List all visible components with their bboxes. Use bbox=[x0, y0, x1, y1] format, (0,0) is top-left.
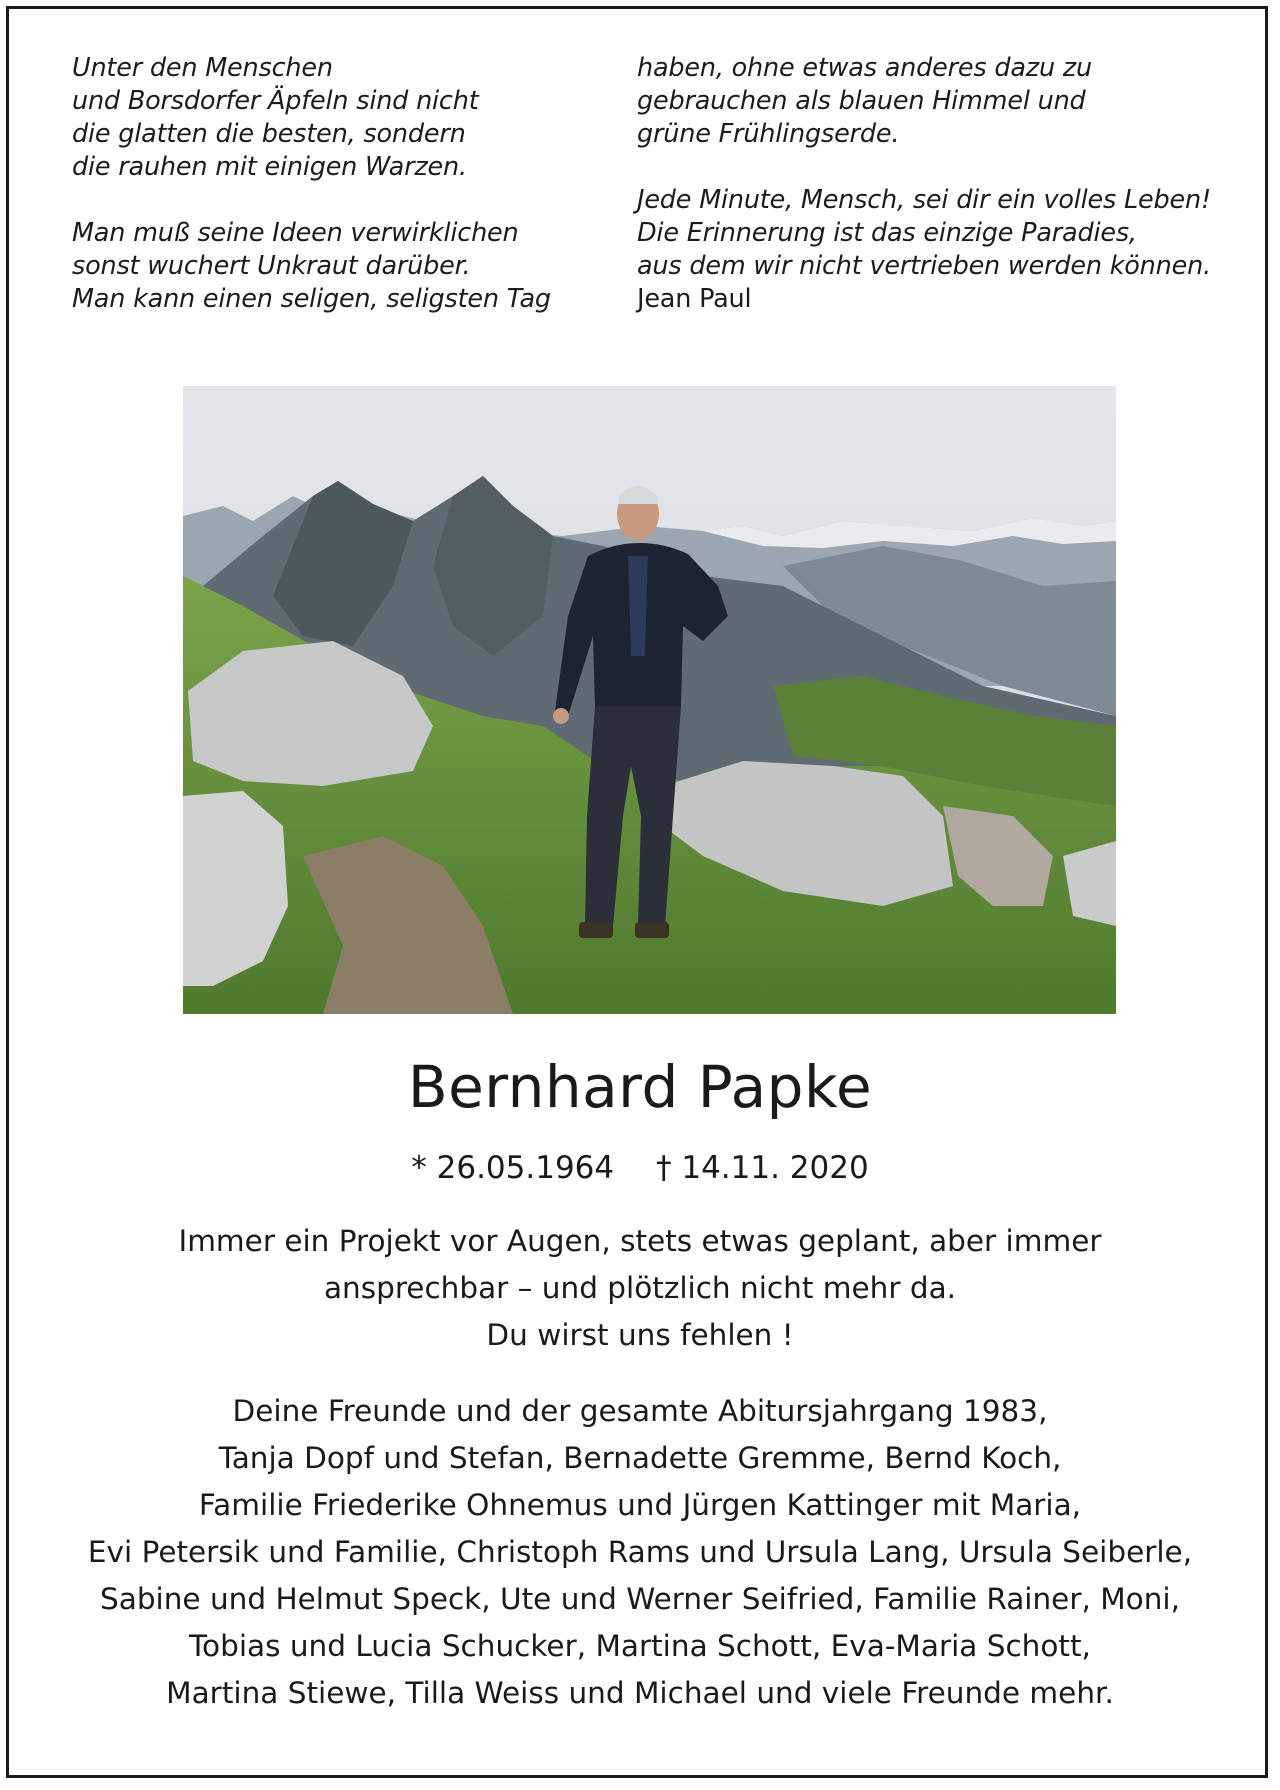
mourners-line: Tobias und Lucia Schucker, Martina Schott, Eva-Maria Schott, bbox=[189, 1629, 1091, 1663]
poem-stanza bbox=[72, 217, 592, 316]
poem-author: Jean Paul bbox=[637, 284, 752, 314]
poem-line: aus dem wir nicht vertrieben werden können. bbox=[637, 251, 1211, 281]
mourners-list bbox=[0, 1388, 1280, 1717]
poem-line: und Borsdorfer Äpfeln sind nicht bbox=[72, 86, 479, 116]
memorial-verse bbox=[0, 1218, 1280, 1359]
poem-line: die rauhen mit einigen Warzen. bbox=[72, 152, 467, 182]
mourners-line: Tanja Dopf und Stefan, Bernadette Gremme, Bernd Koch, bbox=[218, 1441, 1062, 1475]
verse-line: ansprechbar – und plötzlich nicht mehr da. bbox=[323, 1271, 957, 1305]
death-date: † 14.11. 2020 bbox=[656, 1150, 869, 1186]
poem-right-column bbox=[637, 52, 1237, 316]
poem-line: Die Erinnerung ist das einzige Paradies, bbox=[637, 218, 1137, 248]
mourners-line: Familie Friederike Ohnemus und Jürgen Kattinger mit Maria, bbox=[198, 1488, 1082, 1522]
portrait-photo bbox=[183, 386, 1116, 1014]
mourners-line: Evi Petersik und Familie, Christoph Rams und Ursula Lang, Ursula Seiberle, bbox=[87, 1535, 1193, 1569]
poem-line: grüne Frühlingserde. bbox=[637, 119, 900, 149]
poem-line: die glatten die besten, sondern bbox=[72, 119, 466, 149]
poem-stanza bbox=[637, 52, 1237, 151]
mourners-line: Martina Stiewe, Tilla Weiss und Michael und viele Freunde mehr. bbox=[166, 1676, 1114, 1710]
poem-line: Jede Minute, Mensch, sei dir ein volles Leben! bbox=[637, 185, 1211, 215]
poem-line: gebrauchen als blauen Himmel und bbox=[637, 86, 1086, 116]
poem-line: Man muß seine Ideen verwirklichen bbox=[72, 218, 519, 248]
poem-line: Man kann einen seligen, seligsten Tag bbox=[72, 284, 551, 314]
verse-line: Du wirst uns fehlen ! bbox=[486, 1318, 794, 1352]
poem-line: haben, ohne etwas anderes dazu zu bbox=[637, 53, 1092, 83]
poem-line: sonst wuchert Unkraut darüber. bbox=[72, 251, 471, 281]
poem-left-column bbox=[72, 52, 592, 316]
poem-stanza bbox=[637, 184, 1237, 316]
birth-date: * 26.05.1964 bbox=[411, 1150, 615, 1186]
poem-line: Unter den Menschen bbox=[72, 53, 333, 83]
mourners-line: Sabine und Helmut Speck, Ute und Werner Seifried, Familie Rainer, Moni, bbox=[100, 1582, 1180, 1616]
deceased-name: Bernhard Papke bbox=[407, 1053, 873, 1121]
verse-line: Immer ein Projekt vor Augen, stets etwas geplant, aber immer bbox=[178, 1224, 1102, 1258]
mourners-line: Deine Freunde und der gesamte Abitursjahrgang 1983, bbox=[232, 1394, 1048, 1428]
poem-stanza bbox=[72, 52, 592, 184]
life-dates bbox=[0, 1148, 1280, 1188]
